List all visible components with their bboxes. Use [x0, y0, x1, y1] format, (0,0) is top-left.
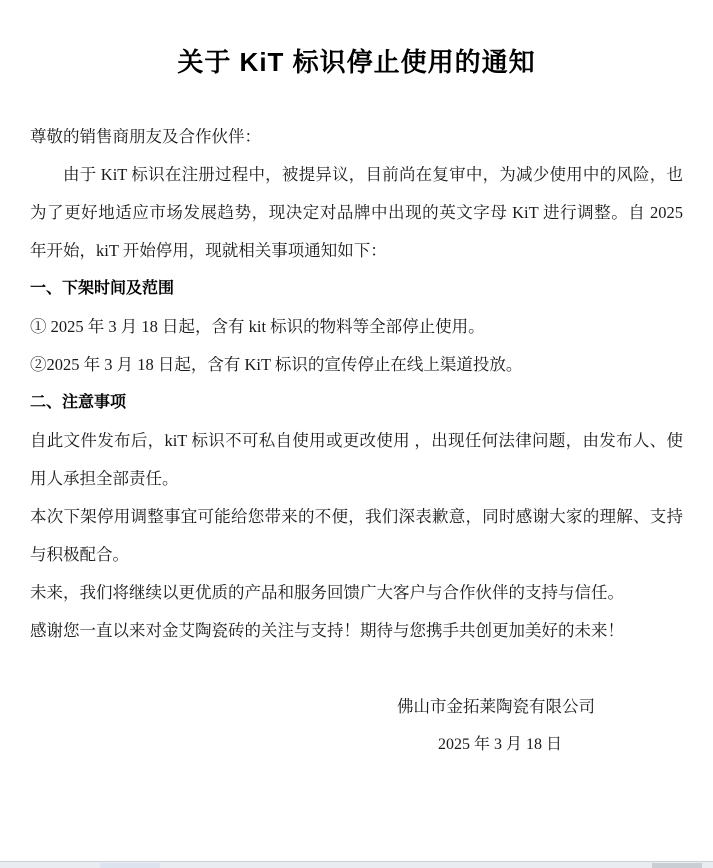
document-title: 关于 KiT 标识停止使用的通知 [177, 47, 536, 77]
bottom-edge-shade [652, 863, 702, 868]
signature-company: 佛山市金拓莱陶瓷有限公司 [397, 697, 595, 716]
paragraph-apology: 本次下架停用调整事宜可能给您带来的不便，我们深表歉意，同时感谢大家的理解、支持与积极配合。 [30, 507, 683, 564]
paragraph-thanks: 感谢您一直以来对金艾陶瓷砖的关注与支持！期待与您携手共创更加美好的未来！ [30, 621, 624, 640]
bottom-edge-highlight [100, 863, 160, 868]
paragraph-intro: 由于 KiT 标识在注册过程中，被提异议，目前尚在复审中，为减少使用中的风险，也为了更好地适应市场发展趋势，现决定对品牌中出现的英文字母 KiT 进行调整。自 2025 年开始，kiT 开始停用，现就相关事项通知如下： [30, 165, 683, 260]
list-item-1: ① 2025 年 3 月 18 日起，含有 kit 标识的物料等全部停止使用。 [30, 317, 485, 336]
section-heading-removal-scope: 一、下架时间及范围 [30, 280, 175, 297]
document-body [30, 118, 683, 764]
bottom-window-edge [0, 861, 713, 868]
signature-date: 2025 年 3 月 18 日 [437, 736, 562, 753]
salutation: 尊敬的销售商朋友及合作伙伴： [30, 127, 261, 146]
paragraph-future: 未来，我们将继续以更优质的产品和服务回馈广大客户与合作伙伴的支持与信任。 [30, 583, 624, 602]
section-heading-notes: 二、注意事项 [30, 394, 127, 411]
signature-block [30, 688, 683, 764]
list-item-2: ②2025 年 3 月 18 日起，含有 KiT 标识的宣传停止在线上渠道投放。 [30, 355, 523, 374]
paragraph-liability: 自此文件发布后，kiT 标识不可私自使用或更改使用 ，出现任何法律问题，由发布人、使用人承担全部责任。 [30, 431, 683, 488]
